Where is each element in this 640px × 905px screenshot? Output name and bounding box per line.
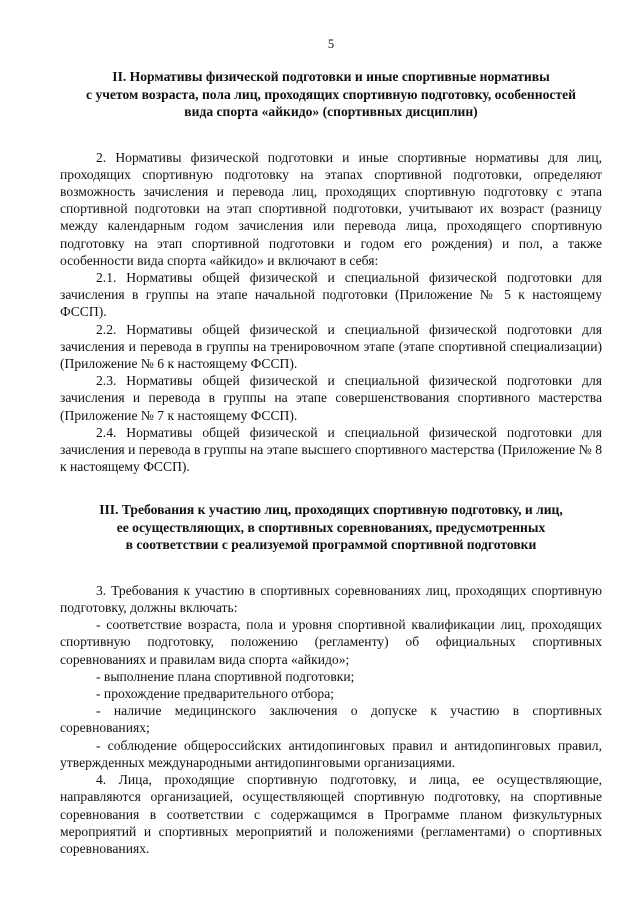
- spacer: [60, 475, 602, 501]
- paragraph-2-1: 2.1. Нормативы общей физической и специальной физической подготовки для зачисления в группы на этапе начальной подготовки (Приложение № 5 к настоящему ФССП).: [60, 269, 602, 320]
- spacer: [60, 554, 602, 582]
- paragraph-2-4: 2.4. Нормативы общей физической и специальной физической подготовки для зачисления и перевода в группы на этапе высшего спортивного мастерства (Приложение № 8 к настоящему ФССП).: [60, 424, 602, 475]
- spacer: [60, 121, 602, 149]
- list-item: - соответствие возраста, пола и уровня спортивной квалификации лиц, проходящих спортивную подготовку, положению (регламенту) об официальных спортивных соревнованиях и правилам вида спорта «айкидо»;: [60, 617, 602, 667]
- list-item: - выполнение плана спортивной подготовки;: [96, 668, 355, 684]
- section-3-heading: [60, 501, 602, 554]
- paragraph-2: 2. Нормативы физической подготовки и иные спортивные нормативы для лиц, проходящих спортивную подготовку на этапах спортивной подготовки, определяют возможность зачисления и перевода лиц, проходящих спортивную подготовку с этапа спортивной подготовки на этап спортивной подготовки, учитывают их возраст (разницу между календарным годом зачисления или перевода лица, проходящего спортивную подготовку на этап спортивной подготовки и годом его рождения) и пол, а также особенности вида спорта «айкидо» и включают в себя:: [60, 149, 602, 268]
- section-2-heading-line: вида спорта «айкидо» (спортивных дисциплин): [184, 104, 478, 119]
- list-item: - соблюдение общероссийских антидопинговых правил и антидопинговых правил, утвержденных международными антидопинговыми организациями.: [60, 737, 602, 770]
- paragraph-2-2: 2.2. Нормативы общей физической и специальной физической подготовки для зачисления и перевода в группы на тренировочном этапе (этапе спортивной специализации) (Приложение № 6 к настоящему ФССП).: [60, 321, 602, 371]
- page-number: 5: [327, 37, 335, 51]
- section-3-heading-line: ее осуществляющих, в спортивных соревнованиях, предусмотренных: [116, 519, 546, 535]
- list-item: - наличие медицинского заключения о допуске к участию в спортивных соревнованиях;: [60, 703, 602, 736]
- paragraph-2-3: 2.3. Нормативы общей физической и специальной физической подготовки для зачисления и перевода в группы на этапе совершенствования спортивного мастерства (Приложение № 7 к настоящему ФССП).: [60, 373, 602, 423]
- section-3-heading-line: в соответствии с реализуемой программой спортивной подготовки: [125, 537, 537, 553]
- paragraph-4: 4. Лица, проходящие спортивную подготовку, и лица, ее осуществляющие, направляются организацией, осуществляющей спортивную подготовку, на спортивные соревнования в соответствии с содержащимся в Программе планом физкультурных мероприятий и спортивных мероприятий и положениями (регламентами) о спортивных соревнованиях.: [60, 772, 602, 856]
- section-2-heading-line: с учетом возраста, пола лиц, проходящих спортивную подготовку, особенностей: [86, 86, 576, 102]
- section-2-heading: [60, 68, 602, 121]
- section-3-heading-line: III. Требования к участию лиц, проходящих спортивную подготовку, и лиц,: [99, 502, 563, 518]
- list-item: - прохождение предварительного отбора;: [96, 686, 335, 702]
- paragraph-3: 3. Требования к участию в спортивных соревнованиях лиц, проходящих спортивную подготовку, должны включать:: [60, 582, 602, 616]
- section-2-heading-line: II. Нормативы физической подготовки и иные спортивные нормативы: [112, 69, 550, 84]
